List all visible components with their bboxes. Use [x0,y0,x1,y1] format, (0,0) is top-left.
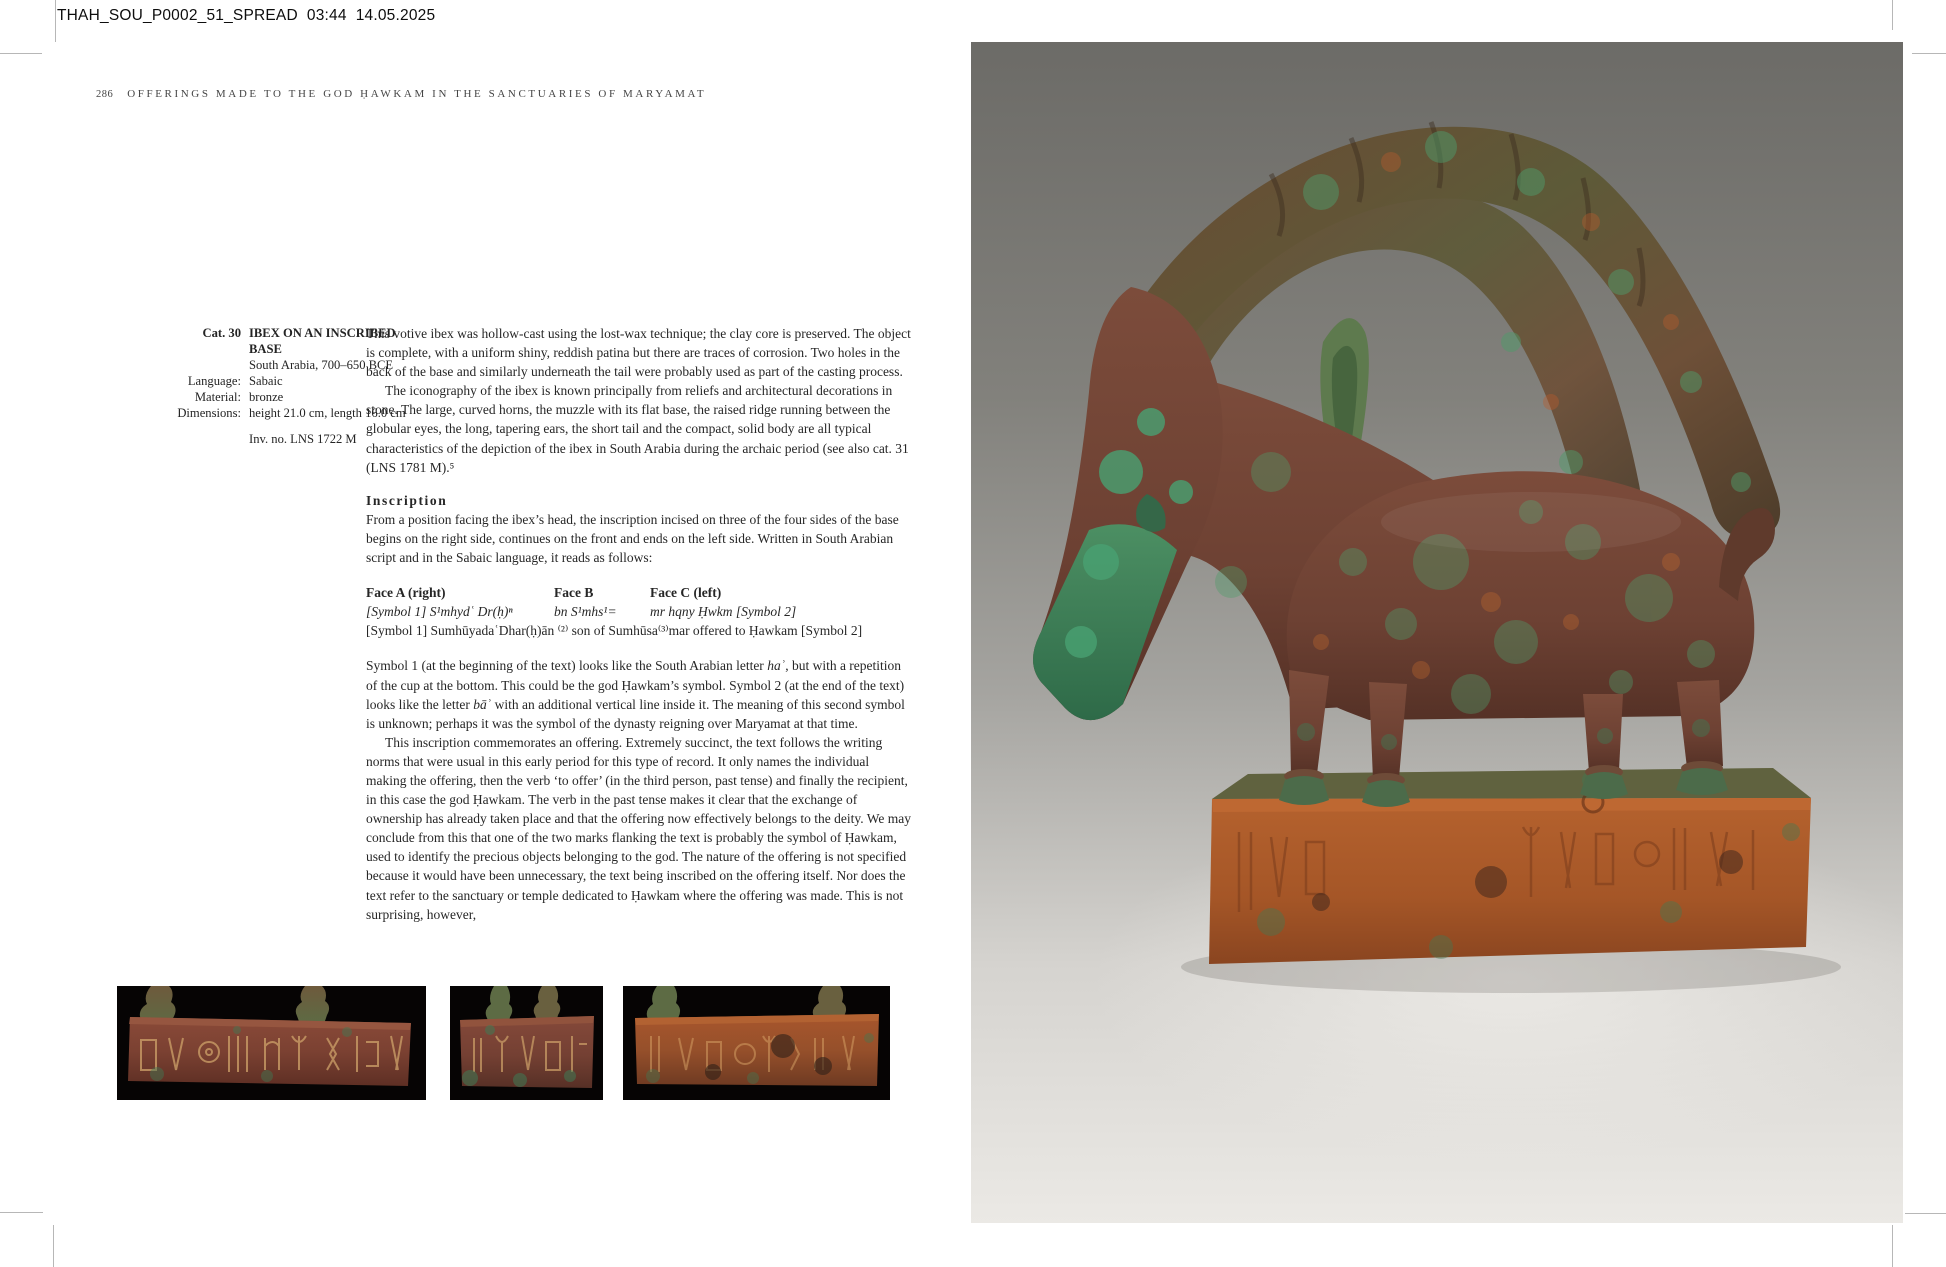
crop-mark-top-right-h [1912,53,1946,54]
proof-stamp [57,7,435,25]
face-b-transliteration: bn S¹mhs¹= [554,604,617,620]
dimensions-label: Dimensions: [177,406,241,420]
material-value: bronze [249,390,284,404]
face-c-header: Face C (left) [650,585,722,601]
inventory-number: Inv. no. LNS 1722 M [249,432,357,446]
running-head-title: OFFERINGS MADE TO THE GOD ḤAWKAM IN THE SANCTUARIES OF MARYAMAT [127,88,707,100]
language-label: Language: [187,374,241,388]
running-head [96,88,706,100]
page-number: 286 [96,89,114,100]
letter-ha: haʾ [767,658,786,674]
face-a-header: Face A (right) [366,585,446,601]
object-title: IBEX ON AN INSCRIBED BASE [249,326,396,356]
proof-date: 14.05.2025 [355,7,436,24]
inscription-translation: [Symbol 1] SumhūyadaʿDhar(ḥ)ān ⁽²⁾ son of Sumhūsa⁽³⁾mar offered to Ḥawkam [Symbol 2] [366,623,863,639]
catalogue-number: Cat. 30 [202,326,241,340]
crop-mark-bottom-left-h [0,1212,43,1213]
base-photo-face-c [623,986,890,1100]
paragraph-symbols: Symbol 1 (at the beginning of the text) looks like the South Arabian letter haʾ, but with a repetition of the cup at the bottom. This could be the god Ḥawkam’s symbol. Symbol 2 (at the end of the text) looks like the letter bāʾ with an additional vertical line inside it. The meaning of this second symbol is unknown; perhaps it was the symbol of the dynasty reigning over Maryamat at that time. [366,658,905,731]
main-text-column [366,324,912,924]
base-photo-face-a [117,986,426,1100]
paragraph-inscription-intro: From a position facing the ibex’s head, the inscription incised on three of the four sides of the base begins on the right side, continues on the front and ends on the left side. Written in South Arabian script and in the Sabaic language, it reads as follows: [366,511,899,566]
proof-filename: THAH_SOU_P0002_51_SPREAD [57,7,298,24]
crop-mark-bottom-right-v [1892,1225,1893,1267]
material-label: Material: [194,390,241,404]
proof-time: 03:44 [306,7,347,24]
dimensions-value: height 21.0 cm, length 16.0 cm [249,406,406,420]
face-a-transliteration: [Symbol 1] S¹mhydʿ Dr(ḥ)ⁿ [366,604,513,620]
ibex-statuette-photo [971,42,1903,1223]
face-c-transliteration: mr hqny Ḥwkm [Symbol 2] [650,604,797,620]
inscription-heading: Inscription [366,492,448,508]
paragraph-iconography: The iconography of the ibex is known principally from reliefs and architectural decorations in stone. The large, curved horns, the muzzle with its flat base, the raised ridge running between the globular eyes, the long, tapering ears, the short tail and the compact, solid body are all typical characteristics of the depiction of the ibex in South Arabia during the archaic period (see also cat. 31 (LNS 1781 M).⁵ [366,383,909,475]
crop-mark-bottom-right-h [1905,1213,1946,1214]
crop-mark-top-left-v [55,0,56,42]
crop-mark-top-right-v [1892,0,1893,30]
paragraph-casting: This votive ibex was hollow-cast using the lost-wax technique; the clay core is preserved. The object is complete, with a uniform shiny, reddish patina but there are traces of corrosion. Two holes in the back of the base and similarly underneath the tail were probably used as part of the casting process. [366,326,911,380]
paragraph-commemoration: This inscription commemorates an offering. Extremely succinct, the text follows the writing norms that were usual in this early period for this type of record. It only names the individual making the offering, then the verb ‘to offer’ (in the third person, past tense) and finally the recipient, in this case the god Ḥawkam. The verb in the past tense makes it clear that the exchange of ownership has already taken place and that the offering now effectively belongs to the deity. We may conclude from this that one of the two marks flanking the text is probably the symbol of Ḥawkam, used to identify the precious objects belonging to the god. The nature of the offering is not specified because it would have been unnecessary, the text being inscribed on the offering itself. Nor does the text refer to the sanctuary or temple dedicated to Ḥawkam where the offering was made. This is not surprising, however, [366,734,911,922]
inscription-table [366,583,912,640]
base-photo-face-b [450,986,603,1100]
letter-ba: bāʾ [473,696,492,712]
object-origin: South Arabia, 700–650 BCE [249,358,394,372]
crop-mark-top-left-h [0,53,42,54]
face-b-header: Face B [554,585,594,601]
crop-mark-bottom-left-v [53,1225,54,1267]
language-value: Sabaic [249,374,283,388]
